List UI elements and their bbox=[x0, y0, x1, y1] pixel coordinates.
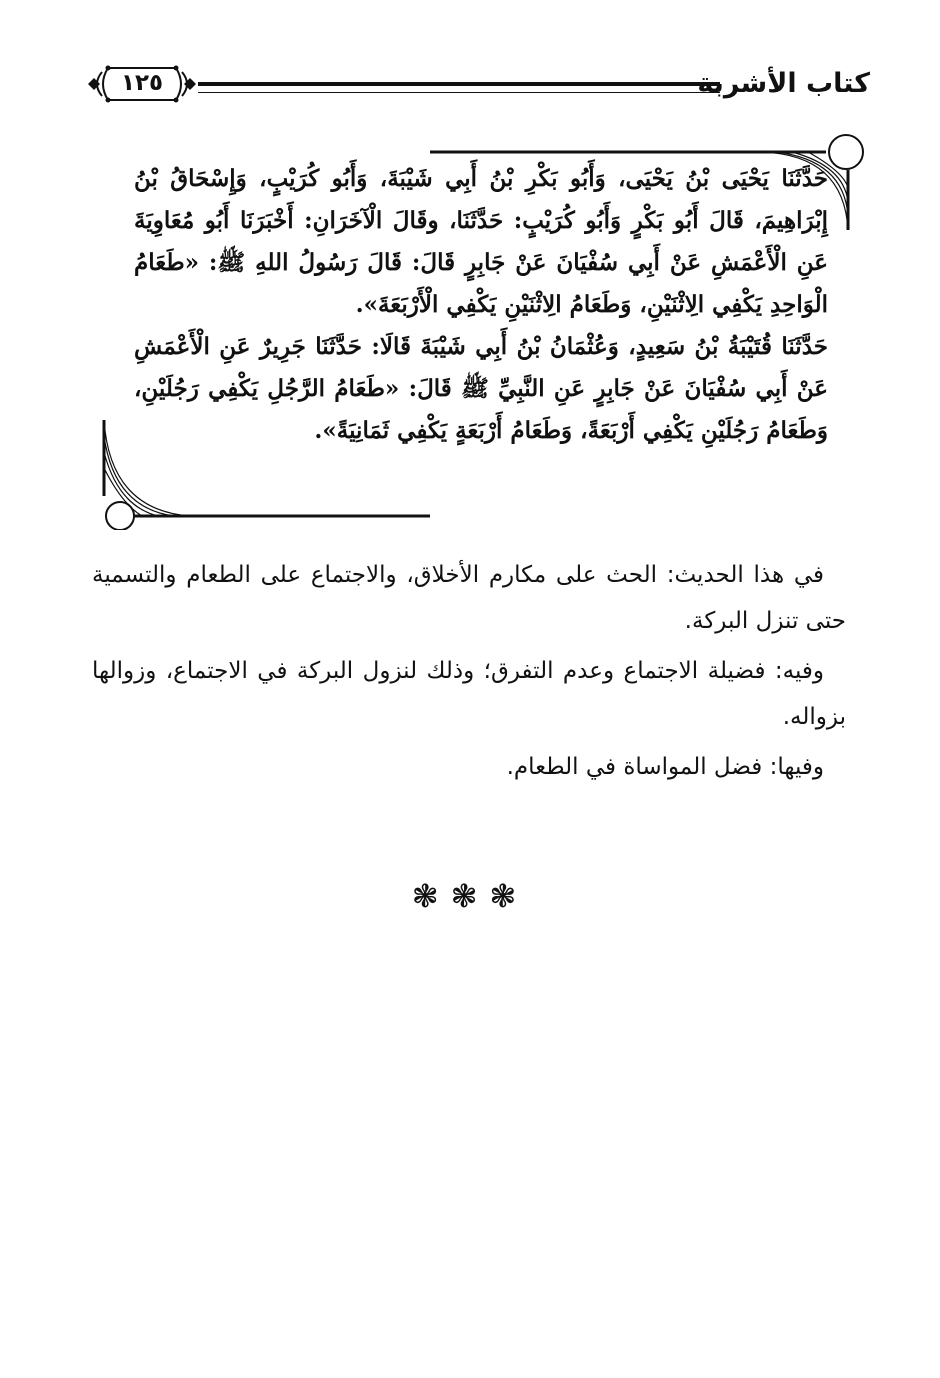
page-number-ornament bbox=[86, 60, 198, 108]
page-header bbox=[86, 60, 870, 112]
commentary-paragraph: في هذا الحديث: الحث على مكارم الأخلاق، والاجتماع على الطعام والتسمية حتى تنزل البركة. bbox=[92, 562, 846, 634]
commentary-paragraph: وفيها: فضل المواساة في الطعام. bbox=[506, 754, 824, 780]
header-rule bbox=[198, 82, 720, 93]
commentary bbox=[92, 552, 846, 794]
book-title: كتاب الأشربة bbox=[697, 68, 870, 99]
section-separator: ❃❃❃ bbox=[411, 877, 529, 915]
page-number: ١٢٥ bbox=[120, 70, 164, 96]
commentary-paragraph: وفيه: فضيلة الاجتماع وعدم التفرق؛ وذلك لنزول البركة في الاجتماع، وزوالها بزواله. bbox=[92, 658, 846, 730]
hadith-paragraph: حَدَّثَنَا يَحْيَى بْنُ يَحْيَى، وَأَبُو بَكْرِ بْنُ أَبِي شَيْبَةَ، وَأَبُو كُرَيْبٍ، وَإِسْحَاقُ بْنُ إِبْرَاهِيمَ، قَالَ أَبُو بَكْرٍ وَأَبُو كُرَيْبٍ: حَدَّثَنَا، وقَالَ الْآخَرَانِ: أَخْبَرَنَا أَبُو مُعَاوِيَةَ عَنِ الْأَعْمَشِ عَنْ أَبِي سُفْيَانَ عَنْ جَابِرٍ قَالَ: قَالَ رَسُولُ اللهِ ﷺ: «طَعَامُ الْوَاحِدِ يَكْفِي الِاثْنَيْنِ، وَطَعَامُ الِاثْنَيْنِ يَكْفِي الْأَرْبَعَةَ». bbox=[134, 165, 828, 318]
hadith-text bbox=[134, 158, 828, 452]
hadith-paragraph: حَدَّثَنَا قُتَيْبَةُ بْنُ سَعِيدٍ، وَعُثْمَانُ بْنُ أَبِي شَيْبَةَ قَالَا: حَدَّثَنَا جَرِيرٌ عَنِ الْأَعْمَشِ عَنْ أَبِي سُفْيَانَ عَنْ جَابِرٍ عَنِ النَّبِيِّ ﷺ قَالَ: «طَعَامُ الرَّجُلِ يَكْفِي رَجُلَيْنِ، وَطَعَامُ رَجُلَيْنِ يَكْفِي أَرْبَعَةً، وَطَعَامُ أَرْبَعَةٍ يَكْفِي ثَمَانِيَةً». bbox=[134, 333, 828, 444]
hadith-frame bbox=[100, 130, 868, 530]
